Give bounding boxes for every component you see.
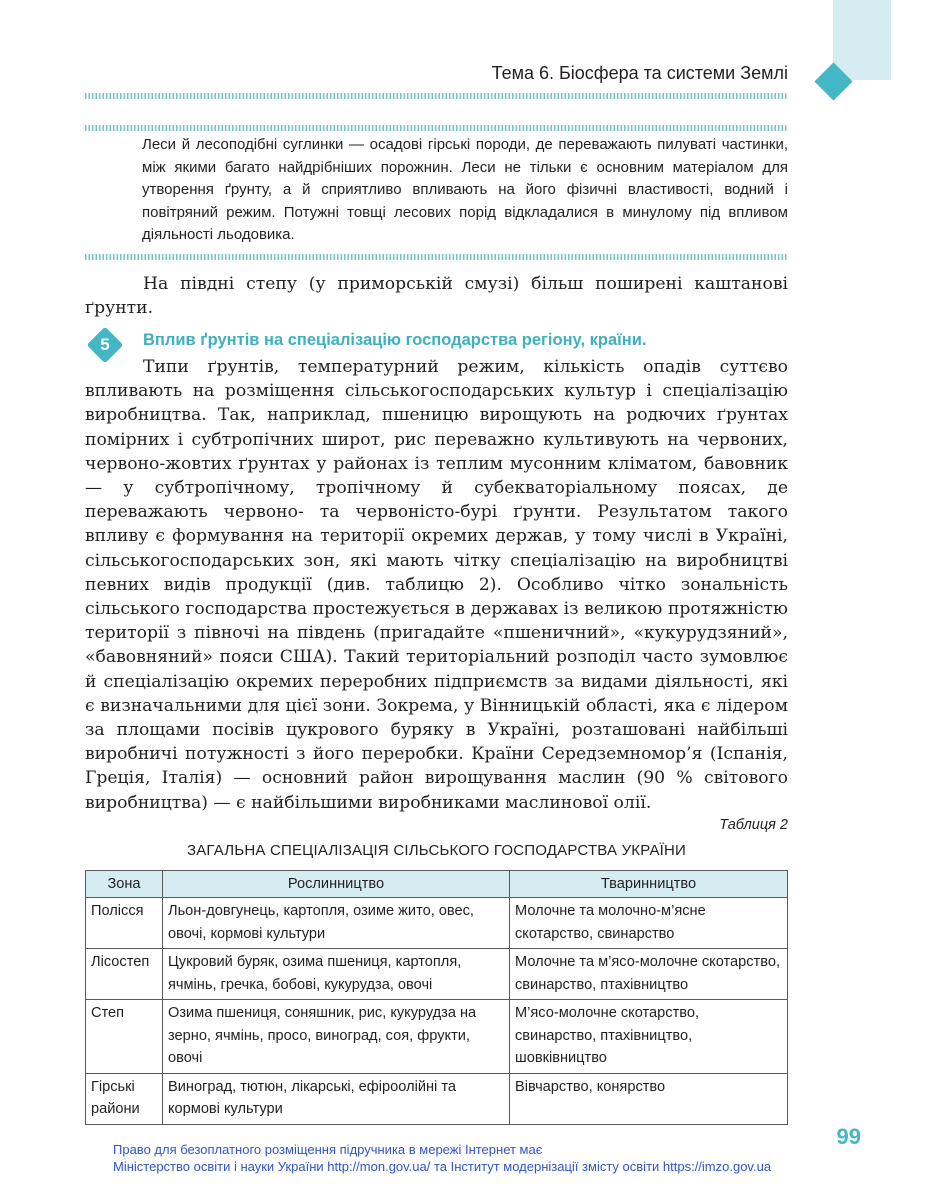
table-title: ЗАГАЛЬНА СПЕЦІАЛІЗАЦІЯ СІЛЬСЬКОГО ГОСПОДАРСТВА УКРАЇНИ (186, 842, 687, 859)
specialization-table (85, 870, 788, 1125)
paragraph-soil-influence: Типи ґрунтів, температурний режим, кількість опадів суттєво впливають на розміщення сільськогосподарських культур і спеціалізацію виробництва. Так, наприклад, пшеницю вирощують на родючих ґрунтах помірних і субтропічних широт, рис переважно культивують на червоних, червоно-жовтих ґрунтах у районах із теплим мусонним кліматом, бавовник — у субтропічному, тропічному й субекваторіальному поясах, де переважають червоно- та червоністо-бурі ґрунти. Результатом такого впливу є формування на території окремих держав, у тому числі в Україні, сільськогосподарських зон, які мають чітку спеціалізацію на виробництві певних видів продукції (див. таблицю 2). Особливо чітко зональність сільського господарства простежується в державах із великою протяжністю території з півночі на південь (пригадайте «пшеничний», «кукурудзяний», «бавовняний» пояси США). Такий територіальний розподіл часто зумовлює й спеціалізацію окремих переробних підприємств за видами діяльності, які є визначальними для цієї зони. Зокрема, у Вінницькій області, яка є лідером за площами посівів цукрового буряку в Україні, розташовані найбільші виробничі потужності з його переробки. Країни Середземномор’я (Іспанія, Греція, Італія) — основний район вирощування маслин (90 % світового виробництва) — є найбільшими виробниками маслинової олії. (85, 357, 788, 813)
table-row (86, 1000, 788, 1074)
cell-zone: Степ (86, 1000, 163, 1074)
cell-crops: Виноград, тютюн, лікарські, ефіроолійні та кормові культури (163, 1073, 510, 1124)
page-number: 99 (836, 1124, 861, 1149)
section-number: 5 (100, 335, 110, 354)
table-header-row (86, 871, 788, 898)
cell-crops: Озима пшениця, соняшник, рис, кукурудза на зерно, ячмінь, просо, виноград, соя, фрукти, овочі (163, 1000, 510, 1074)
cell-crops: Цукровий буряк, озима пшениця, картопля, ячмінь, гречка, бобові, кукурудза, овочі (163, 949, 510, 1000)
cell-zone: Гірські райони (86, 1073, 163, 1124)
table-row (86, 949, 788, 1000)
paragraph-chestnut-soils: На півдні степу (у приморській смузі) більш поширені каштанові ґрунти. (85, 274, 788, 319)
running-header: Тема 6. Біосфера та системи Землі (491, 63, 788, 83)
header-divider (85, 93, 788, 99)
footer-line-1: Право для безоплатного розміщення підручника в мережі Інтернет має (113, 1142, 543, 1157)
note-top-divider (85, 125, 788, 131)
footer-notice (113, 1141, 771, 1175)
cell-livestock: М’ясо-молочне скотарство, свинарство, птахівництво, шовківництво (510, 1000, 788, 1074)
section-title: Вплив ґрунтів на спеціалізацію господарства регіону, країни. (143, 331, 647, 349)
footer-line-2: Міністерство освіти і науки України http://mon.gov.ua/ та Інститут модернізації змісту освіти https://imzo.gov.ua (113, 1159, 772, 1174)
table-row (86, 1073, 788, 1124)
table-row (86, 898, 788, 949)
header-zone: Зона (86, 871, 163, 898)
cell-crops: Льон-довгунець, картопля, озиме жито, овес, овочі, кормові культури (163, 898, 510, 949)
table-label: Таблиця 2 (719, 817, 788, 833)
header-livestock: Тваринництво (510, 871, 788, 898)
cell-zone: Полісся (86, 898, 163, 949)
corner-tab (833, 0, 891, 80)
header-crops: Рослинництво (163, 871, 510, 898)
cell-livestock: Молочне та м’ясо-молочне скотарство, свинарство, птахівництво (510, 949, 788, 1000)
cell-livestock: Молочне та молочно-м’ясне скотарство, свинарство (510, 898, 788, 949)
note-bottom-divider (85, 254, 788, 260)
cell-livestock: Вівчарство, конярство (510, 1073, 788, 1124)
cell-zone: Лісостеп (86, 949, 163, 1000)
note-box-text: Леси й лесоподібні суглинки — осадові гірські породи, де переважають пилуваті частинки, між якими багато найдрібніших порожнин. Леси не тільки є основним матеріалом для утворення ґрунту, а й сприятливо впливають на його фізичні властивості, водний і повітряний режим. Потужні товщі лесових порід відкладалися в минулому під впливом діяльності льодовика. (142, 136, 788, 243)
